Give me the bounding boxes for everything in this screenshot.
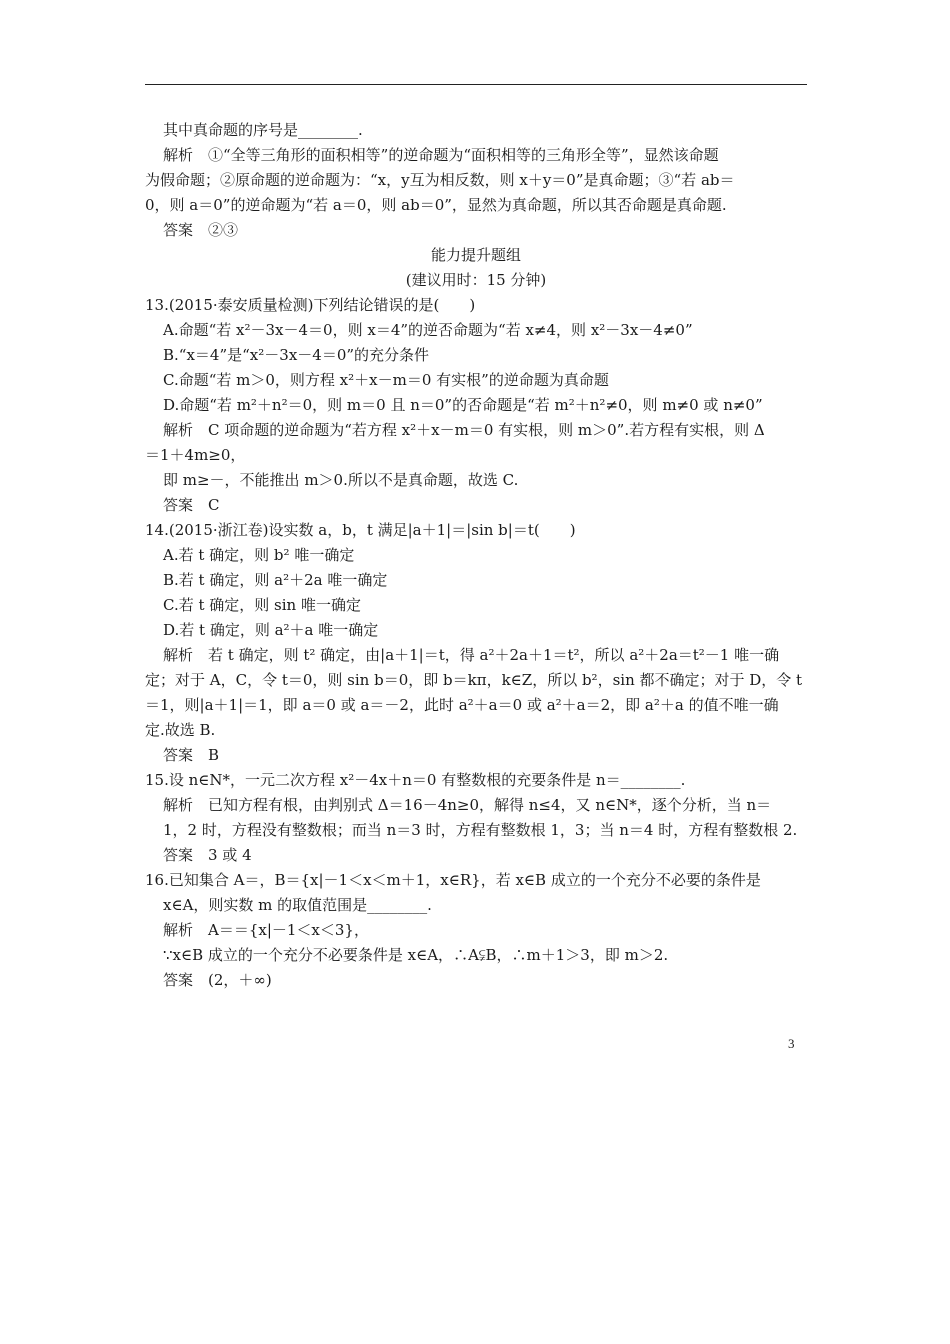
text-line: 1，2 时，方程没有整数根；而当 n＝3 时，方程有整数根 1，3；当 n＝4 时，方程有整数根 2. (163, 821, 798, 839)
text-line: ∵x∈B 成立的一个充分不必要条件是 x∈A，∴A⫋B，∴m＋1＞3，即 m＞2. (163, 946, 669, 964)
text-line: 能力提升题组 (430, 246, 521, 264)
text-line: 其中真命题的序号是________. (163, 121, 363, 139)
text-line: x∈A，则实数 m 的取值范围是________. (163, 896, 432, 914)
text-line: 解析 ①“全等三角形的面积相等”的逆命题为“面积相等的三角形全等”，显然该命题 (163, 146, 719, 164)
text-line: ＝1，则|a＋1|＝1，即 a＝0 或 a＝－2，此时 a²＋a＝0 或 a²＋a＝2，即 a²＋a 的值不唯一确 (145, 696, 779, 714)
text-line: (建议用时：15 分钟) (405, 271, 547, 289)
text-line: 15.设 n∈N*，一元二次方程 x²－4x＋n＝0 有整数根的充要条件是 n＝________. (145, 771, 686, 789)
text-line: C.若 t 确定，则 sin 唯一确定 (163, 596, 361, 614)
text-line: A.若 t 确定，则 b² 唯一确定 (163, 546, 355, 564)
text-line: 为假命题；②原命题的逆命题为：“x，y互为相反数，则 x＋y＝0”是真命题；③“若 ab＝ (145, 171, 735, 189)
text-line: 答案 3 或 4 (163, 846, 252, 864)
text-line: 13.(2015·泰安质量检测)下列结论错误的是( ) (145, 296, 476, 314)
document-body (145, 118, 807, 993)
text-line: 解析 若 t 确定，则 t² 确定，由|a＋1|＝t，得 a²＋2a＋1＝t²，所以 a²＋2a＝t²－1 唯一确 (163, 646, 780, 664)
text-line: 定；对于 A，C，令 t＝0，则 sin b＝0，即 b＝kπ，k∈Z，所以 b²，sin 都不确定；对于 D，令 t (145, 671, 803, 689)
text-line: C.命题“若 m＞0，则方程 x²＋x－m＝0 有实根”的逆命题为真命题 (163, 371, 609, 389)
text-line: B.“x＝4”是“x²－3x－4＝0”的充分条件 (163, 346, 430, 364)
text-line: 解析 C 项命题的逆命题为“若方程 x²＋x－m＝0 有实根，则 m＞0”.若方程有实根，则 Δ (163, 421, 765, 439)
text-line: 答案 B (163, 746, 220, 764)
text-line: A.命题“若 x²－3x－4＝0，则 x＝4”的逆否命题为“若 x≠4，则 x²－3x－4≠0” (163, 321, 693, 339)
text-line: 解析 A＝＝{x|－1＜x＜3}， (163, 921, 369, 939)
text-line: 答案 ②③ (163, 221, 239, 239)
text-line: 即 m≥－，不能推出 m＞0.所以不是真命题，故选 C. (163, 471, 519, 489)
text-line: 答案 C (163, 496, 220, 514)
text-line: 16.已知集合 A＝，B＝{x|－1＜x＜m＋1，x∈R}，若 x∈B 成立的一个充分不必要的条件是 (145, 871, 761, 889)
page-number: 3 (788, 1036, 795, 1051)
text-line: D.若 t 确定，则 a²＋a 唯一确定 (163, 621, 379, 639)
text-line: 解析 已知方程有根，由判别式 Δ＝16－4n≥0，解得 n≤4，又 n∈N*，逐个分析，当 n＝ (163, 796, 772, 814)
text-line: 答案 (2，＋∞) (163, 971, 272, 989)
header-rule (145, 84, 807, 85)
text-line: 14.(2015·浙江卷)设实数 a，b，t 满足|a＋1|＝|sin b|＝t( ) (145, 521, 576, 539)
text-line: 0，则 a＝0”的逆命题为“若 a＝0，则 ab＝0”，显然为真命题，所以其否命题是真命题. (145, 196, 727, 214)
text-line: D.命题“若 m²＋n²＝0，则 m＝0 且 n＝0”的否命题是“若 m²＋n²≠0，则 m≠0 或 n≠0” (163, 396, 763, 414)
text-line: ＝1＋4m≥0， (145, 446, 246, 464)
text-line: B.若 t 确定，则 a²＋2a 唯一确定 (163, 571, 388, 589)
text-line: 定.故选 B. (145, 721, 216, 739)
